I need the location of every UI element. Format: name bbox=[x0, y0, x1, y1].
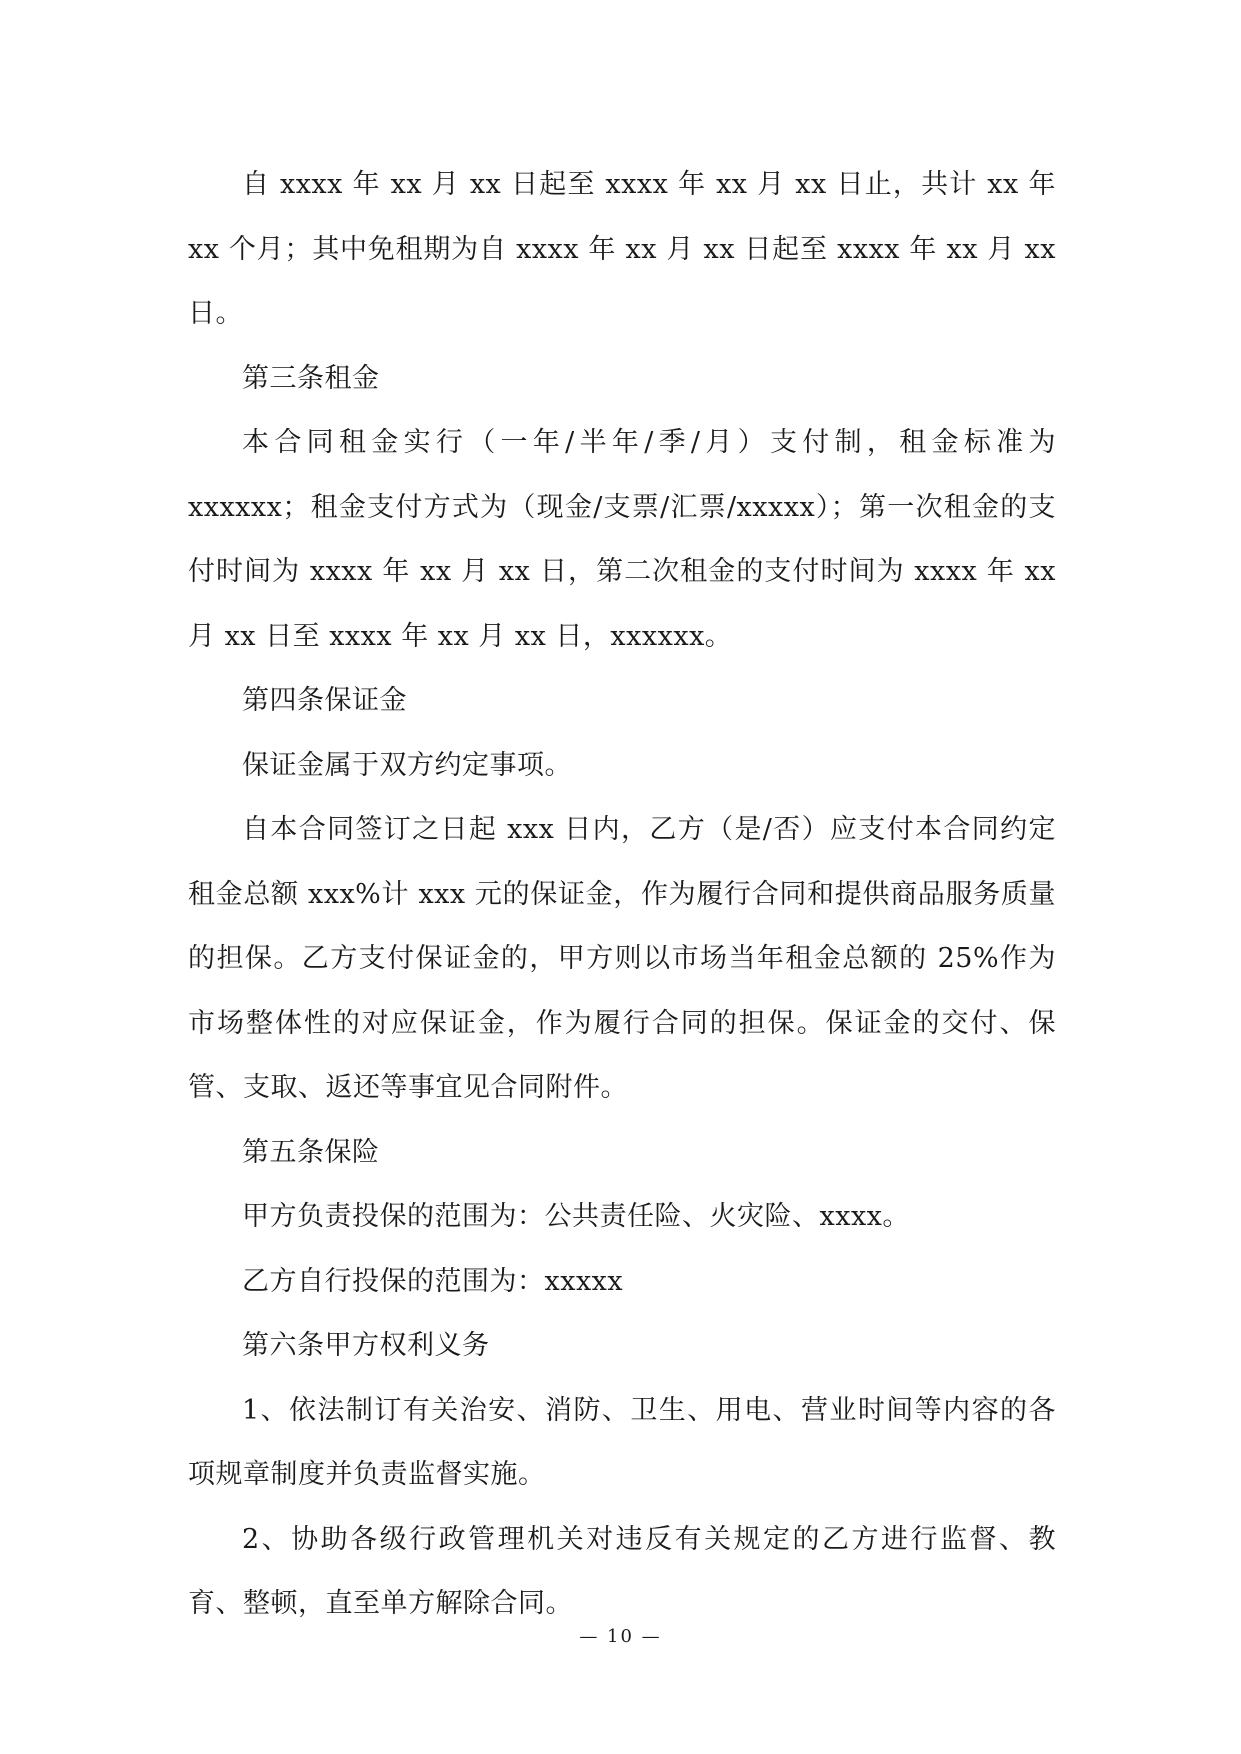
paragraph-deposit-agreement: 保证金属于双方约定事项。 bbox=[242, 749, 572, 781]
paragraph-deposit-terms: 自本合同签订之日起 xxx 日内，乙方（是/否）应支付本合同约定租金总额 xxx%计 xxx 元的保证金，作为履行合同和提供商品服务质量的担保。乙方支付保证金的，甲方则以市场当年租金总额的 25%作为市场整体性的对应保证金，作为履行合同的担保。保证金的交付、保管、支取、返还等事宜见合同附件。 bbox=[188, 814, 1056, 1103]
paragraph-party-a-insurance: 甲方负责投保的范围为：公共责任险、火灾险、xxxx。 bbox=[242, 1201, 910, 1232]
paragraph-party-a-duty-2: 2、协助各级行政管理机关对违反有关规定的乙方进行监督、教育、整顿，直至单方解除合同。 bbox=[188, 1523, 1056, 1619]
paragraph-party-b-insurance: 乙方自行投保的范围为：xxxxx bbox=[242, 1265, 624, 1297]
heading-article-3-rent: 第三条租金 bbox=[242, 362, 380, 394]
paragraph-party-a-duty-1: 1、依法制订有关治安、消防、卫生、用电、营业时间等内容的各项规章制度并负责监督实施。 bbox=[188, 1394, 1056, 1490]
heading-article-5-insurance: 第五条保险 bbox=[242, 1136, 380, 1168]
page-number: — 10 — bbox=[579, 1626, 662, 1647]
document-body bbox=[188, 153, 1056, 1637]
heading-article-6-party-a-rights: 第六条甲方权利义务 bbox=[242, 1330, 490, 1361]
heading-article-4-deposit: 第四条保证金 bbox=[242, 685, 407, 716]
paragraph-rent-terms: 本合同租金实行（一年/半年/季/月）支付制，租金标准为 xxxxxx；租金支付方式为（现金/支票/汇票/xxxxx）；第一次租金的支付时间为 xxxx 年 xx 月 xx 日，第二次租金的支付时间为 xxxx 年 xx 月 xx 日至 xxxx 年 xx 月 xx 日，xxxxxx。 bbox=[188, 427, 1056, 652]
paragraph-lease-term: 自 xxxx 年 xx 月 xx 日起至 xxxx 年 xx 月 xx 日止，共计 xx 年 xx 个月；其中免租期为自 xxxx 年 xx 月 xx 日起至 xxxx 年 xx 月 xx 日。 bbox=[188, 169, 1056, 329]
